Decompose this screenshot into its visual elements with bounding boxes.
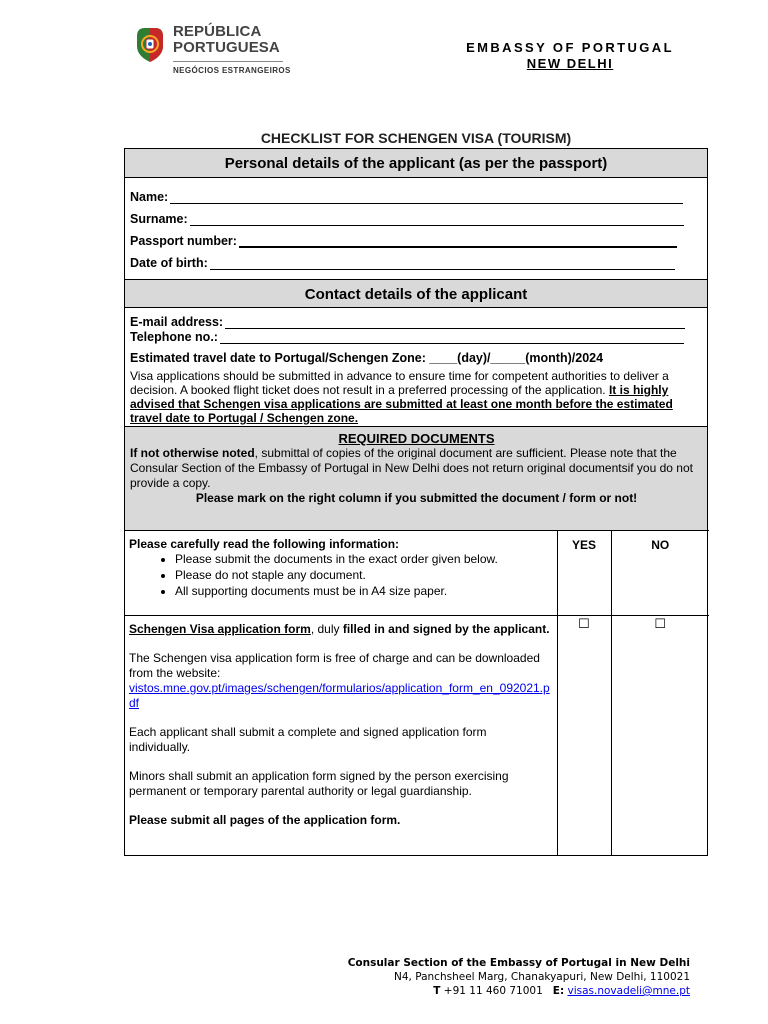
logo-divider <box>173 61 283 62</box>
telephone-field[interactable] <box>130 329 697 344</box>
footer-email-link[interactable]: visas.novadeli@mne.pt <box>567 985 690 997</box>
application-form-duly: , duly <box>310 622 343 636</box>
logo-line-3: NEGÓCIOS ESTRANGEIROS <box>173 66 291 75</box>
application-form-requirement <box>129 622 551 637</box>
application-form-yes-checkbox[interactable]: ☐ <box>557 616 611 855</box>
passport-number-input-line[interactable] <box>239 235 677 248</box>
passport-number-label: Passport number: <box>130 234 237 248</box>
telephone-label: Telephone no.: <box>130 330 218 344</box>
telephone-input-line[interactable] <box>220 331 684 344</box>
email-label: E-mail address: <box>130 315 224 329</box>
footer <box>348 956 690 998</box>
yes-column-header: YES <box>557 531 611 616</box>
footer-contacts <box>348 984 690 998</box>
application-form-free-text: The Schengen visa application form is free of charge and can be downloaded from the website: <box>129 651 540 680</box>
logo-line-2: PORTUGUESA <box>173 39 280 56</box>
surname-label: Surname: <box>130 212 188 226</box>
date-of-birth-input-line[interactable] <box>210 257 675 270</box>
email-field[interactable] <box>130 314 697 329</box>
table-row <box>125 531 709 616</box>
required-documents-section <box>125 426 707 530</box>
application-form-cell <box>125 616 557 855</box>
application-form-pages: Please submit all pages of the application form. <box>129 813 401 827</box>
name-field[interactable] <box>130 182 697 204</box>
application-form-title: Schengen Visa application form <box>129 622 311 636</box>
no-column-header: NO <box>611 531 709 616</box>
instructions-list <box>155 551 551 599</box>
instructions-heading: Please carefully read the following information: <box>129 537 400 551</box>
personal-details-section <box>125 178 707 279</box>
application-form-download <box>129 651 551 711</box>
list-item: • Please do not staple any document. <box>175 567 551 583</box>
documents-checklist-table <box>125 530 709 855</box>
list-item: • All supporting documents must be in A4 size paper. <box>175 583 551 599</box>
application-form-minors: Minors shall submit an application form signed by the person exercising permanent or temporary parental authority or legal guardianship. <box>129 769 509 798</box>
logo-line-1: REPÚBLICA <box>173 23 262 40</box>
footer-office: Consular Section of the Embassy of Portugal in New Delhi <box>347 957 690 969</box>
advice-text: Visa applications should be submitted in advance to ensure time for competent authorities to deliver a decision. A booked flight ticket does not result in a preferred processing of the application. <box>130 369 669 397</box>
republica-portuguesa-logo <box>133 24 303 84</box>
contact-details-section <box>125 308 707 426</box>
email-label: E: <box>552 985 565 997</box>
mark-instruction: Please mark on the right column if you submitted the document / form or not! <box>195 491 638 505</box>
portuguese-coat-of-arms-icon <box>133 26 167 70</box>
advice-emphasis: It is highly advised that Schengen visa applications are submitted at least one month before the estimated travel date to Portugal / Schengen zone. <box>130 383 673 425</box>
application-form-no-checkbox[interactable]: ☐ <box>611 616 709 855</box>
embassy-name: EMBASSY OF PORTUGAL <box>466 40 674 55</box>
email-input-line[interactable] <box>225 316 685 329</box>
date-of-birth-field[interactable] <box>130 248 697 270</box>
required-documents-title: REQUIRED DOCUMENTS <box>338 431 495 446</box>
application-form-link[interactable]: vistos.mne.gov.pt/images/schengen/formularios/application_form_en_092021.pdf <box>129 681 550 710</box>
checklist-form <box>124 148 708 856</box>
footer-phone: +91 11 460 71001 <box>443 985 543 997</box>
name-label: Name: <box>130 190 169 204</box>
date-of-birth-label: Date of birth: <box>130 256 208 270</box>
embassy-heading <box>440 40 700 72</box>
name-input-line[interactable] <box>170 191 683 204</box>
list-item: • Please submit the documents in the exact order given below. <box>175 551 551 567</box>
personal-details-heading: Personal details of the applicant (as per the passport) <box>125 149 707 178</box>
footer-address: N4, Panchsheel Marg, Chanakyapuri, New Delhi, 110021 <box>394 971 690 983</box>
surname-input-line[interactable] <box>190 213 684 226</box>
contact-details-heading: Contact details of the applicant <box>125 279 707 308</box>
estimated-travel-date: Estimated travel date to Portugal/Schengen Zone: ____(day)/_____(month)/2024 <box>130 351 604 365</box>
required-note-emphasis: If not otherwise noted <box>130 446 255 460</box>
required-note-text: , submittal of copies of the original document are sufficient. Please note that the Consular Section of the Embassy of Portugal in New Delhi does not return original documentsif you do not provide a copy. <box>130 446 693 490</box>
embassy-city: NEW DELHI <box>526 56 614 71</box>
required-documents-note <box>130 446 703 491</box>
submission-advice <box>130 369 697 427</box>
application-form-signed: filled in and signed by the applicant. <box>342 622 550 636</box>
passport-number-field[interactable] <box>130 226 697 248</box>
application-form-each: Each applicant shall submit a complete and signed application form individually. <box>129 725 487 754</box>
surname-field[interactable] <box>130 204 697 226</box>
phone-label: T <box>433 985 441 997</box>
document-title: CHECKLIST FOR SCHENGEN VISA (TOURISM) <box>260 130 572 146</box>
instructions-cell <box>125 531 557 616</box>
table-row <box>125 616 709 855</box>
